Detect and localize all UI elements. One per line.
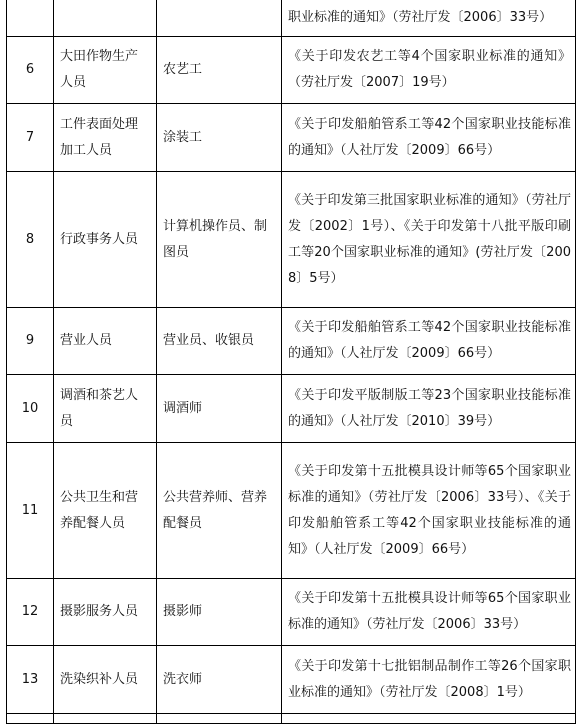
job-title (157, 0, 282, 37)
row-number (7, 714, 54, 724)
occupation-category: 公共卫生和营养配餐人员 (54, 443, 157, 579)
table-row (7, 579, 576, 646)
occupation-category (54, 0, 157, 37)
job-title: 涂装工 (157, 104, 282, 172)
standard-document: 《关于印发第十七批铝制品制作工等26个国家职业标准的通知》（劳社厅发〔2008〕1号） (282, 646, 576, 714)
row-number: 13 (7, 646, 54, 714)
row-number: 9 (7, 308, 54, 375)
job-title: 公共营养师、营养配餐员 (157, 443, 282, 579)
row-number: 12 (7, 579, 54, 646)
row-number (7, 0, 54, 37)
row-number: 7 (7, 104, 54, 172)
occupation-category: 工件表面处理加工人员 (54, 104, 157, 172)
occupation-standards-table (6, 0, 576, 724)
standard-document: 《关于印发第十五批模具设计师等65个国家职业标准的通知》（劳社厅发〔2006〕33号）、《关于印发船舶管系工等42个国家职业技能标准的通知》（人社厅发〔2009〕66号） (282, 443, 576, 579)
standard-document (282, 714, 576, 724)
table-row (7, 443, 576, 579)
occupation-category: 营业人员 (54, 308, 157, 375)
occupation-category: 摄影服务人员 (54, 579, 157, 646)
job-title: 计算机操作员、制图员 (157, 172, 282, 308)
table-row (7, 714, 576, 724)
table-row (7, 646, 576, 714)
occupation-category: 洗染织补人员 (54, 646, 157, 714)
row-number: 6 (7, 37, 54, 104)
table-row (7, 0, 576, 37)
standard-document: 《关于印发第三批国家职业标准的通知》（劳社厅发〔2002〕1号）、《关于印发第十八批平版印刷工等20个国家职业标准的通知》(劳社厅发〔2008〕5号） (282, 172, 576, 308)
job-title: 摄影师 (157, 579, 282, 646)
job-title (157, 714, 282, 724)
row-number: 10 (7, 375, 54, 443)
standard-document: 《关于印发农艺工等4个国家职业标准的通知》（劳社厅发〔2007〕19号） (282, 37, 576, 104)
standard-document: 职业标准的通知》（劳社厅发〔2006〕33号） (282, 0, 576, 37)
occupation-category: 调酒和茶艺人员 (54, 375, 157, 443)
standard-document: 《关于印发船舶管系工等42个国家职业技能标准的通知》（人社厅发〔2009〕66号） (282, 308, 576, 375)
table-row (7, 308, 576, 375)
table-row (7, 37, 576, 104)
job-title: 洗衣师 (157, 646, 282, 714)
row-number: 11 (7, 443, 54, 579)
row-number: 8 (7, 172, 54, 308)
occupation-category (54, 714, 157, 724)
table-row (7, 104, 576, 172)
standard-document: 《关于印发平版制版工等23个国家职业技能标准的通知》（人社厅发〔2010〕39号） (282, 375, 576, 443)
standard-document: 《关于印发第十五批模具设计师等65个国家职业标准的通知》（劳社厅发〔2006〕33号） (282, 579, 576, 646)
occupation-category: 行政事务人员 (54, 172, 157, 308)
occupation-category: 大田作物生产人员 (54, 37, 157, 104)
job-title: 调酒师 (157, 375, 282, 443)
table-row (7, 172, 576, 308)
standard-document: 《关于印发船舶管系工等42个国家职业技能标准的通知》（人社厅发〔2009〕66号） (282, 104, 576, 172)
job-title: 营业员、收银员 (157, 308, 282, 375)
table-row (7, 375, 576, 443)
job-title: 农艺工 (157, 37, 282, 104)
